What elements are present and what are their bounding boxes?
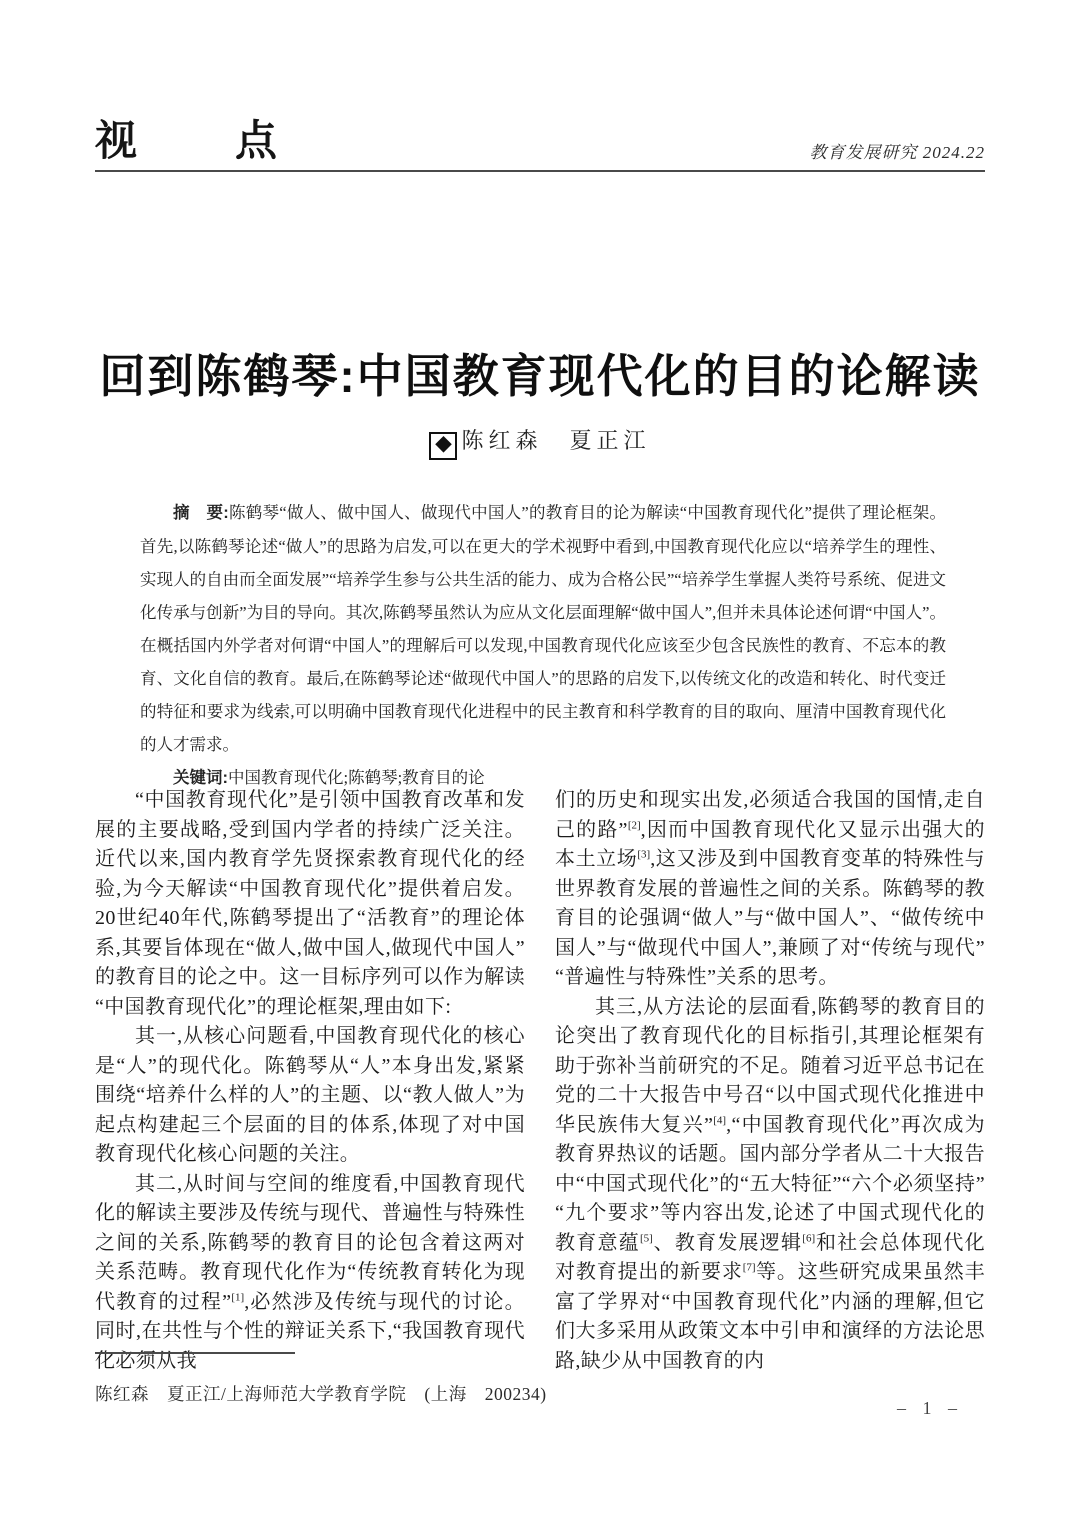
author-diamond-icon: ◆ xyxy=(429,432,457,460)
abstract-block xyxy=(140,496,946,795)
abstract-label: 摘 要: xyxy=(173,504,229,522)
body-columns xyxy=(95,786,985,1376)
keywords-label: 关键词: xyxy=(173,769,228,787)
body-paragraph: 们的历史和现实出发,必须适合我国的国情,走自己的路”[2],因而中国教育现代化又显示出强大的本土立场[3],这又涉及到中国教育变革的特殊性与世界教育发展的普遍性之间的关系。陈鹤琴的教育目的论强调“做人”与“做中国人”、“做传统中国人”与“做现代中国人”,兼顾了对“传统与现代”“普遍性与特殊性”关系的思考。 xyxy=(555,789,985,988)
abstract-paragraph xyxy=(140,496,946,761)
citation-ref: [2] xyxy=(627,818,641,831)
keywords-text: 中国教育现代化;陈鹤琴;教育目的论 xyxy=(228,768,485,787)
author-names: 陈红森 夏正江 xyxy=(461,428,651,453)
left-column xyxy=(95,786,525,1376)
author-affiliation: 陈红森 夏正江/上海师范大学教育学院 (上海 200234) xyxy=(95,1383,547,1404)
citation-ref: [1] xyxy=(231,1290,245,1303)
citation-ref: [5] xyxy=(639,1231,653,1244)
body-paragraph: 其一,从核心问题看,中国教育现代化的核心是“人”的现代化。陈鹤琴从“人”本身出发,紧紧围绕“培养什么样的人”的主题、以“教人做人”为起点构建起三个层面的目的体系,体现了对中国教育现代化核心问题的关注。 xyxy=(95,1025,525,1165)
body-paragraph: 其二,从时间与空间的维度看,中国教育现代化的解读主要涉及传统与现代、普遍性与特殊性之间的关系,陈鹤琴的教育目的论包含着这两对关系范畴。教育现代化作为“传统教育转化为现代教育的过程”[1],必然涉及传统与现代的讨论。同时,在共性与个性的辩证关系下,“我国教育现代化必须从我 xyxy=(95,1172,525,1372)
right-column xyxy=(555,786,985,1376)
citation-ref: [4] xyxy=(713,1113,727,1126)
citation-ref: [6] xyxy=(802,1231,816,1244)
header-rule xyxy=(95,170,985,172)
section-label: 视点 xyxy=(95,119,376,165)
page-number: – 1 – xyxy=(897,1398,963,1418)
journal-issue: 教育发展研究 2024.22 xyxy=(809,143,985,162)
citation-ref: [7] xyxy=(742,1261,756,1274)
footnote-rule xyxy=(95,1352,295,1354)
body-paragraph: “中国教育现代化”是引领中国教育改革和发展的主要战略,受到国内学者的持续广泛关注。近代以来,国内教育学先贤探索教育现代化的经验,为今天解读“中国教育现代化”提供着启发。20世纪40年代,陈鹤琴提出了“活教育”的理论体系,其要旨体现在“做人,做中国人,做现代中国人”的教育目的论之中。这一目标序列可以作为解读“中国教育现代化”的理论框架,理由如下: xyxy=(95,789,525,1018)
authors-line xyxy=(0,424,1080,460)
body-paragraph: 其三,从方法论的层面看,陈鹤琴的教育目的论突出了教育现代化的目标指引,其理论框架有助于弥补当前研究的不足。随着习近平总书记在党的二十大报告中号召“以中国式现代化推进中华民族伟大复兴”[4],“中国教育现代化”再次成为教育界热议的话题。国内部分学者从二十大报告中“中国式现代化”的“五大特征”“六个必须坚持”“九个要求”等内容出发,论述了中国式现代化的教育意蕴[5]、教育发展逻辑[6]和社会总体现代化对教育提出的新要求[7]等。这些研究成果虽然丰富了学界对“中国教育现代化”内涵的理解,但它们大多采用从政策文本中引申和演绎的方法论思路,缺少从中国教育的内 xyxy=(555,995,986,1372)
abstract-text: 陈鹤琴“做人、做中国人、做现代中国人”的教育目的论为解读“中国教育现代化”提供了理论框架。首先,以陈鹤琴论述“做人”的思路为启发,可以在更大的学术视野中看到,中国教育现代化应以“培养学生的理性、实现人的自由而全面发展”“培养学生参与公共生活的能力、成为合格公民”“培养学生掌握人类符号系统、促进文化传承与创新”为目的导向。其次,陈鹤琴虽然认为应从文化层面理解“做中国人”,但并未具体论述何谓“中国人”。在概括国内外学者对何谓“中国人”的理解后可以发现,中国教育现代化应该至少包含民族性的教育、不忘本的教育、文化自信的教育。最后,在陈鹤琴论述“做现代中国人”的思路的启发下,以传统文化的改造和转化、时代变迁的特征和要求为线索,可以明确中国教育现代化进程中的民主教育和科学教育的目的取向、厘清中国教育现代化的人才需求。 xyxy=(140,503,946,754)
citation-ref: [3] xyxy=(637,848,651,861)
article-title: 回到陈鹤琴:中国教育现代化的目的论解读 xyxy=(99,350,981,402)
